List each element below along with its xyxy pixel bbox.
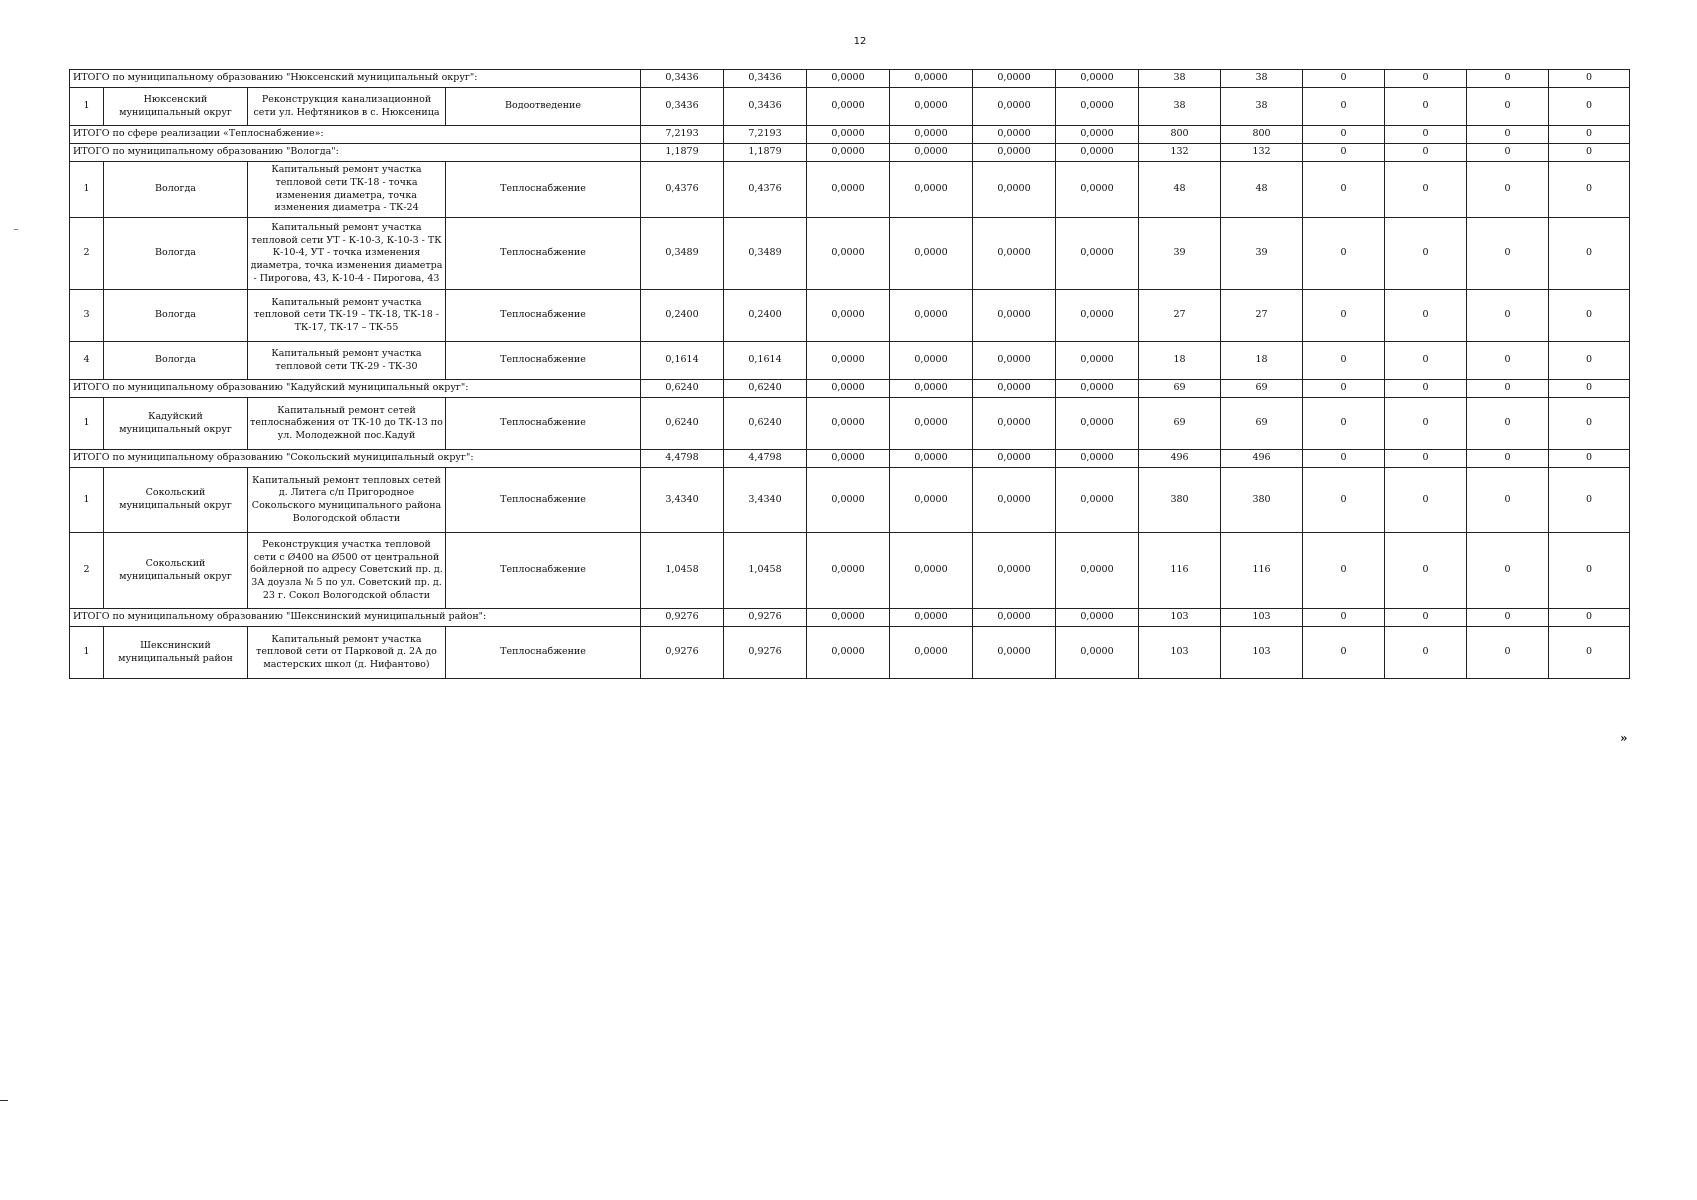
value-cell: 0,0000	[973, 88, 1056, 126]
value-cell: 0,0000	[1056, 126, 1139, 144]
object-name-cell: Капитальный ремонт сетей теплоснабжения от ТК-10 до ТК-13 по ул. Молодежной пос.Кадуй	[248, 398, 446, 450]
total-label-cell: ИТОГО по муниципальному образованию "Нюксенский муниципальный округ":	[70, 70, 641, 88]
value-cell: 0,3436	[724, 70, 807, 88]
total-row	[70, 450, 1630, 468]
total-label-cell: ИТОГО по муниципальному образованию "Кадуйский муниципальный округ":	[70, 380, 641, 398]
value-cell: 7,2193	[641, 126, 724, 144]
value-cell: 0,0000	[807, 627, 890, 679]
total-label-cell: ИТОГО по муниципальному образованию "Вологда":	[70, 144, 641, 162]
value-cell: 0	[1303, 609, 1385, 627]
value-cell: 0,4376	[641, 162, 724, 218]
value-cell: 0,0000	[973, 126, 1056, 144]
table-row	[70, 88, 1630, 126]
value-cell: 0,0000	[1056, 609, 1139, 627]
table-row	[70, 468, 1630, 533]
value-cell: 0	[1467, 70, 1549, 88]
value-cell: 0,0000	[973, 290, 1056, 342]
municipality-cell: Кадуйский муниципальный округ	[104, 398, 248, 450]
value-cell: 0	[1385, 70, 1467, 88]
object-name-cell: Капитальный ремонт участка тепловой сети УТ - К-10-3, К-10-3 - ТК К-10-4, УТ - точка изменения диаметра, точка изменения диаметра - Пирогова, 43, К-10-4 - Пирогова, 43	[248, 218, 446, 290]
object-name-cell: Капитальный ремонт участка тепловой сети ТК-19 – ТК-18, ТК-18 - ТК-17, ТК-17 – ТК-55	[248, 290, 446, 342]
municipality-cell: Вологда	[104, 218, 248, 290]
value-cell: 0,0000	[973, 218, 1056, 290]
value-cell: 0,0000	[807, 70, 890, 88]
value-cell: 103	[1139, 627, 1221, 679]
value-cell: 0	[1385, 609, 1467, 627]
value-cell: 0	[1385, 380, 1467, 398]
value-cell: 103	[1221, 627, 1303, 679]
value-cell: 0,0000	[890, 162, 973, 218]
value-cell: 0	[1467, 380, 1549, 398]
value-cell: 0,0000	[973, 380, 1056, 398]
value-cell: 0,0000	[1056, 627, 1139, 679]
value-cell: 0	[1549, 533, 1630, 609]
row-number-cell: 1	[70, 88, 104, 126]
value-cell: 0	[1385, 450, 1467, 468]
value-cell: 0,0000	[807, 450, 890, 468]
value-cell: 0,3436	[724, 88, 807, 126]
value-cell: 0,0000	[890, 70, 973, 88]
value-cell: 0,4376	[724, 162, 807, 218]
value-cell: 0,0000	[973, 627, 1056, 679]
value-cell: 0,0000	[807, 162, 890, 218]
end-quote-mark: »	[1620, 731, 1628, 745]
value-cell: 18	[1139, 342, 1221, 380]
value-cell: 3,4340	[641, 468, 724, 533]
value-cell: 0	[1467, 450, 1549, 468]
value-cell: 0	[1303, 88, 1385, 126]
value-cell: 0,0000	[807, 380, 890, 398]
value-cell: 0,3489	[724, 218, 807, 290]
sphere-cell: Теплоснабжение	[446, 533, 641, 609]
value-cell: 38	[1221, 88, 1303, 126]
value-cell: 0,0000	[807, 290, 890, 342]
row-number-cell: 1	[70, 627, 104, 679]
value-cell: 0,2400	[641, 290, 724, 342]
value-cell: 0,6240	[724, 398, 807, 450]
value-cell: 0	[1467, 144, 1549, 162]
value-cell: 103	[1221, 609, 1303, 627]
value-cell: 0,0000	[807, 468, 890, 533]
value-cell: 0,0000	[973, 398, 1056, 450]
value-cell: 4,4798	[641, 450, 724, 468]
object-name-cell: Капитальный ремонт участка тепловой сети от Парковой д. 2А до мастерских школ (д. Нифантово)	[248, 627, 446, 679]
value-cell: 0	[1385, 126, 1467, 144]
value-cell: 18	[1221, 342, 1303, 380]
value-cell: 0	[1303, 162, 1385, 218]
value-cell: 0,0000	[890, 380, 973, 398]
value-cell: 0	[1303, 627, 1385, 679]
value-cell: 0	[1467, 88, 1549, 126]
sphere-cell: Теплоснабжение	[446, 398, 641, 450]
value-cell: 0	[1385, 342, 1467, 380]
value-cell: 0	[1303, 533, 1385, 609]
value-cell: 0	[1467, 627, 1549, 679]
value-cell: 69	[1139, 398, 1221, 450]
total-label-cell: ИТОГО по муниципальному образованию "Шекснинский муниципальный район":	[70, 609, 641, 627]
value-cell: 0	[1549, 218, 1630, 290]
value-cell: 0,9276	[724, 609, 807, 627]
value-cell: 0	[1549, 398, 1630, 450]
municipality-cell: Нюксенский муниципальный округ	[104, 88, 248, 126]
value-cell: 0	[1303, 380, 1385, 398]
value-cell: 0,0000	[1056, 290, 1139, 342]
table-body	[70, 70, 1630, 679]
row-number-cell: 3	[70, 290, 104, 342]
sphere-cell: Теплоснабжение	[446, 627, 641, 679]
value-cell: 0,0000	[807, 218, 890, 290]
value-cell: 0,0000	[1056, 70, 1139, 88]
value-cell: 380	[1221, 468, 1303, 533]
value-cell: 0	[1385, 290, 1467, 342]
value-cell: 48	[1221, 162, 1303, 218]
sphere-cell: Теплоснабжение	[446, 342, 641, 380]
value-cell: 0,0000	[890, 218, 973, 290]
value-cell: 0	[1467, 162, 1549, 218]
value-cell: 0,0000	[890, 290, 973, 342]
value-cell: 0,6240	[641, 380, 724, 398]
value-cell: 0,3436	[641, 88, 724, 126]
value-cell: 0,0000	[807, 88, 890, 126]
value-cell: 0,0000	[807, 398, 890, 450]
value-cell: 0,0000	[1056, 218, 1139, 290]
row-number-cell: 4	[70, 342, 104, 380]
value-cell: 1,1879	[641, 144, 724, 162]
value-cell: 0,0000	[973, 533, 1056, 609]
value-cell: 0	[1549, 380, 1630, 398]
value-cell: 0,0000	[973, 70, 1056, 88]
value-cell: 0	[1385, 468, 1467, 533]
sphere-cell: Теплоснабжение	[446, 218, 641, 290]
value-cell: 0	[1549, 144, 1630, 162]
value-cell: 0	[1467, 398, 1549, 450]
value-cell: 0	[1467, 218, 1549, 290]
value-cell: 0	[1549, 290, 1630, 342]
value-cell: 38	[1139, 88, 1221, 126]
sphere-cell: Теплоснабжение	[446, 468, 641, 533]
value-cell: 69	[1221, 398, 1303, 450]
value-cell: 0	[1549, 468, 1630, 533]
total-label-cell: ИТОГО по муниципальному образованию "Сокольский муниципальный округ":	[70, 450, 641, 468]
table-row	[70, 342, 1630, 380]
value-cell: 69	[1139, 380, 1221, 398]
value-cell: 0	[1303, 126, 1385, 144]
municipality-cell: Вологда	[104, 342, 248, 380]
value-cell: 0,0000	[1056, 450, 1139, 468]
value-cell: 0	[1549, 126, 1630, 144]
value-cell: 0	[1303, 218, 1385, 290]
value-cell: 0,3489	[641, 218, 724, 290]
value-cell: 69	[1221, 380, 1303, 398]
value-cell: 0,0000	[890, 468, 973, 533]
object-name-cell: Капитальный ремонт участка тепловой сети ТК-18 - точка изменения диаметра, точка изменения диаметра - ТК-24	[248, 162, 446, 218]
sphere-cell: Теплоснабжение	[446, 290, 641, 342]
value-cell: 0	[1303, 342, 1385, 380]
value-cell: 0,0000	[890, 88, 973, 126]
value-cell: 39	[1221, 218, 1303, 290]
municipality-cell: Сокольский муниципальный округ	[104, 468, 248, 533]
object-name-cell: Реконструкция участка тепловой сети с Ø400 на Ø500 от центральной бойлерной по адресу Советский пр. д. 3А доузла № 5 по ул. Советский пр. д. 23 г. Сокол Вологодской области	[248, 533, 446, 609]
value-cell: 132	[1139, 144, 1221, 162]
municipality-cell: Сокольский муниципальный округ	[104, 533, 248, 609]
row-number-cell: 2	[70, 218, 104, 290]
value-cell: 0,1614	[641, 342, 724, 380]
value-cell: 0,0000	[890, 398, 973, 450]
table-row	[70, 218, 1630, 290]
value-cell: 0,6240	[724, 380, 807, 398]
sphere-cell: Водоотведение	[446, 88, 641, 126]
object-name-cell: Реконструкция канализационной сети ул. Нефтяников в с. Нюксеница	[248, 88, 446, 126]
table-row	[70, 398, 1630, 450]
value-cell: 0,0000	[890, 627, 973, 679]
value-cell: 0	[1549, 627, 1630, 679]
value-cell: 0	[1385, 162, 1467, 218]
value-cell: 0	[1467, 468, 1549, 533]
value-cell: 132	[1221, 144, 1303, 162]
value-cell: 0,0000	[890, 533, 973, 609]
value-cell: 116	[1221, 533, 1303, 609]
value-cell: 1,0458	[724, 533, 807, 609]
value-cell: 1,0458	[641, 533, 724, 609]
value-cell: 0	[1385, 144, 1467, 162]
value-cell: 38	[1139, 70, 1221, 88]
value-cell: 0	[1385, 398, 1467, 450]
value-cell: 0,0000	[973, 609, 1056, 627]
row-number-cell: 2	[70, 533, 104, 609]
value-cell: 0,0000	[1056, 468, 1139, 533]
value-cell: 0,0000	[890, 609, 973, 627]
value-cell: 0,9276	[641, 627, 724, 679]
value-cell: 0,0000	[973, 144, 1056, 162]
table-row	[70, 533, 1630, 609]
value-cell: 800	[1139, 126, 1221, 144]
table-row	[70, 290, 1630, 342]
total-row	[70, 126, 1630, 144]
value-cell: 0	[1303, 398, 1385, 450]
value-cell: 0,0000	[1056, 144, 1139, 162]
value-cell: 0,0000	[1056, 398, 1139, 450]
value-cell: 0,0000	[807, 533, 890, 609]
value-cell: 103	[1139, 609, 1221, 627]
value-cell: 0	[1385, 533, 1467, 609]
row-number-cell: 1	[70, 398, 104, 450]
value-cell: 7,2193	[724, 126, 807, 144]
municipality-cell: Вологда	[104, 290, 248, 342]
value-cell: 0	[1467, 342, 1549, 380]
program-table	[69, 69, 1630, 679]
value-cell: 0	[1385, 218, 1467, 290]
value-cell: 0,0000	[973, 162, 1056, 218]
municipality-cell: Шекснинский муниципальный район	[104, 627, 248, 679]
value-cell: 0,0000	[807, 144, 890, 162]
value-cell: 0	[1549, 88, 1630, 126]
total-row	[70, 380, 1630, 398]
value-cell: 496	[1139, 450, 1221, 468]
value-cell: 0,3436	[641, 70, 724, 88]
value-cell: 0,0000	[807, 126, 890, 144]
total-row	[70, 609, 1630, 627]
total-row	[70, 144, 1630, 162]
object-name-cell: Капитальный ремонт тепловых сетей д. Литега с/п Пригородное Сокольского муниципального района Вологодской области	[248, 468, 446, 533]
value-cell: 0,0000	[1056, 533, 1139, 609]
value-cell: 0,0000	[973, 450, 1056, 468]
value-cell: 48	[1139, 162, 1221, 218]
value-cell: 0	[1303, 290, 1385, 342]
table-row	[70, 627, 1630, 679]
total-label-cell: ИТОГО по сфере реализации «Теплоснабжение»:	[70, 126, 641, 144]
value-cell: 0,0000	[890, 144, 973, 162]
value-cell: 0	[1467, 609, 1549, 627]
page-number: 12	[853, 36, 867, 47]
value-cell: 0,0000	[1056, 162, 1139, 218]
value-cell: 0,0000	[1056, 380, 1139, 398]
value-cell: 0	[1303, 468, 1385, 533]
value-cell: 380	[1139, 468, 1221, 533]
row-number-cell: 1	[70, 162, 104, 218]
value-cell: 27	[1139, 290, 1221, 342]
value-cell: 0	[1303, 450, 1385, 468]
value-cell: 0,0000	[890, 342, 973, 380]
value-cell: 4,4798	[724, 450, 807, 468]
value-cell: 0,0000	[807, 342, 890, 380]
value-cell: 0	[1549, 162, 1630, 218]
value-cell: 116	[1139, 533, 1221, 609]
value-cell: 39	[1139, 218, 1221, 290]
value-cell: 27	[1221, 290, 1303, 342]
object-name-cell: Капитальный ремонт участка тепловой сети ТК-29 - ТК-30	[248, 342, 446, 380]
value-cell: 0	[1385, 88, 1467, 126]
value-cell: 0,0000	[890, 126, 973, 144]
value-cell: 0,2400	[724, 290, 807, 342]
value-cell: 0	[1549, 609, 1630, 627]
value-cell: 0,0000	[890, 450, 973, 468]
value-cell: 0	[1467, 533, 1549, 609]
value-cell: 1,1879	[724, 144, 807, 162]
value-cell: 0,0000	[1056, 342, 1139, 380]
value-cell: 0,0000	[973, 468, 1056, 533]
value-cell: 38	[1221, 70, 1303, 88]
value-cell: 0	[1549, 70, 1630, 88]
sphere-cell: Теплоснабжение	[446, 162, 641, 218]
value-cell: 0,0000	[1056, 88, 1139, 126]
value-cell: 0	[1467, 290, 1549, 342]
value-cell: 0,1614	[724, 342, 807, 380]
table-row	[70, 162, 1630, 218]
edge-line	[0, 1100, 8, 1101]
value-cell: 0	[1303, 144, 1385, 162]
value-cell: 3,4340	[724, 468, 807, 533]
value-cell: 0	[1549, 342, 1630, 380]
edge-tick	[14, 229, 18, 230]
value-cell: 0,0000	[973, 342, 1056, 380]
value-cell: 800	[1221, 126, 1303, 144]
value-cell: 0,9276	[724, 627, 807, 679]
value-cell: 0,0000	[807, 609, 890, 627]
value-cell: 0,9276	[641, 609, 724, 627]
row-number-cell: 1	[70, 468, 104, 533]
value-cell: 0	[1303, 70, 1385, 88]
value-cell: 496	[1221, 450, 1303, 468]
value-cell: 0	[1467, 126, 1549, 144]
value-cell: 0	[1549, 450, 1630, 468]
value-cell: 0,6240	[641, 398, 724, 450]
value-cell: 0	[1385, 627, 1467, 679]
total-row	[70, 70, 1630, 88]
municipality-cell: Вологда	[104, 162, 248, 218]
